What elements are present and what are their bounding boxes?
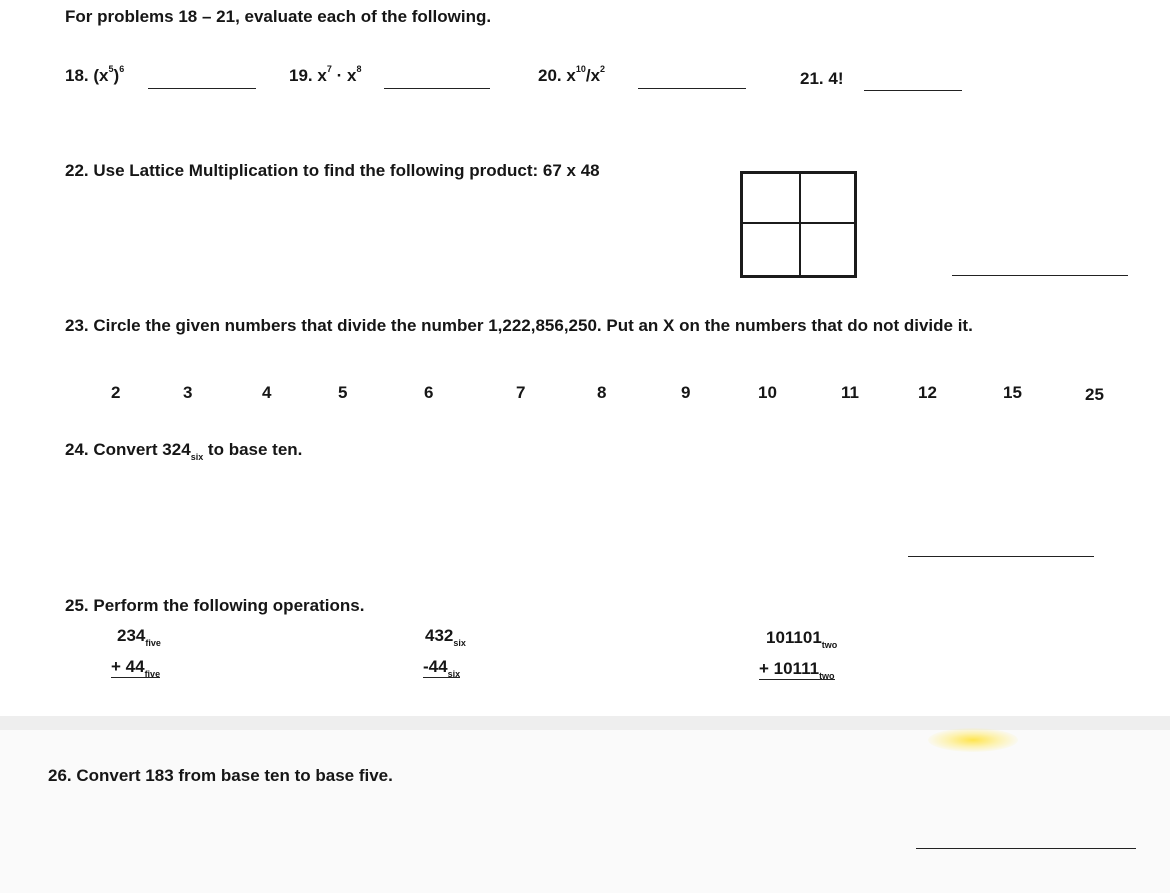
problem-22-product: 67 x 48 <box>542 161 600 180</box>
problem-26-text: 26. Convert 183 from base ten to base five. <box>48 766 393 785</box>
problem-18-expression: $(x^5)^6$ <box>93 64 125 85</box>
problem-18-number: 18. <box>65 66 89 85</box>
lattice-vertical-line <box>799 174 801 275</box>
divisor-option[interactable]: 8 <box>597 383 607 402</box>
problem-22-text: 22. Use Lattice Multiplication to find the following product: <box>65 161 539 180</box>
page-gap <box>0 716 1170 730</box>
problem-24 <box>65 440 302 460</box>
answer-blank-24[interactable] <box>908 556 1094 557</box>
worksheet-sheet-bottom <box>0 730 1170 893</box>
divisor-option[interactable]: 4 <box>262 383 272 402</box>
answer-blank-21[interactable] <box>864 90 962 91</box>
divisor-option[interactable]: 25 <box>1085 385 1104 404</box>
divisor-option[interactable]: 5 <box>338 383 348 402</box>
problem-20 <box>538 66 605 86</box>
answer-blank-20[interactable] <box>638 88 746 89</box>
divisor-option[interactable]: 11 <box>841 383 859 402</box>
problem-21-number: 21. <box>800 69 824 88</box>
problem-19-number: 19. <box>289 66 313 85</box>
problem-25-text: 25. Perform the following operations. <box>65 596 365 615</box>
divisor-option[interactable]: 10 <box>758 383 777 402</box>
divisor-option[interactable]: 3 <box>183 383 193 402</box>
problem-24-base: six <box>190 452 204 462</box>
divisor-option[interactable]: 7 <box>516 383 526 402</box>
problem-20-number: 20. <box>538 66 562 85</box>
instruction-text: For problems 18 – 21, evaluate each of the following. <box>65 7 492 26</box>
divisor-option[interactable]: 15 <box>1003 383 1022 402</box>
answer-blank-26[interactable] <box>916 848 1136 849</box>
lattice-horizontal-line <box>743 222 854 224</box>
operation-1-bottom: + $44_{five}$ <box>111 657 161 679</box>
operation-2-top: $432_{six}$ <box>425 626 466 648</box>
operation-2-bottom: $-44_{six}$ <box>423 657 461 679</box>
divisor-option[interactable]: 6 <box>424 383 434 402</box>
divisor-option[interactable]: 12 <box>918 383 937 402</box>
operation-3-bottom: + $10111_{two}$ <box>759 659 835 681</box>
light-glare <box>928 728 1018 752</box>
operation-3-top: $101101_{two}$ <box>766 628 838 650</box>
answer-blank-19[interactable] <box>384 88 490 89</box>
problem-21 <box>800 69 844 89</box>
problem-22 <box>65 161 600 181</box>
divisor-option[interactable]: 2 <box>111 383 121 402</box>
problem-23-text: 23. Circle the given numbers that divide the number 1,222,856,250. Put an X on the numbers that do not divide it. <box>65 316 973 335</box>
answer-blank-22[interactable] <box>952 275 1128 276</box>
problem-24-text-end: to base ten. <box>203 440 303 459</box>
answer-blank-18[interactable] <box>148 88 256 89</box>
problem-24-text: 24. Convert 324 <box>65 440 191 459</box>
problem-19-expression: $x^7 \cdot x^8$ <box>317 64 362 85</box>
lattice-grid[interactable] <box>740 171 857 278</box>
operation-1-top: $234_{five}$ <box>117 626 161 648</box>
problem-18 <box>65 66 124 86</box>
problem-21-expression: 4! <box>828 69 844 88</box>
divisor-option[interactable]: 9 <box>681 383 691 402</box>
problem-19 <box>289 66 361 86</box>
problem-20-expression: $x^{10}/x^2$ <box>566 64 606 85</box>
